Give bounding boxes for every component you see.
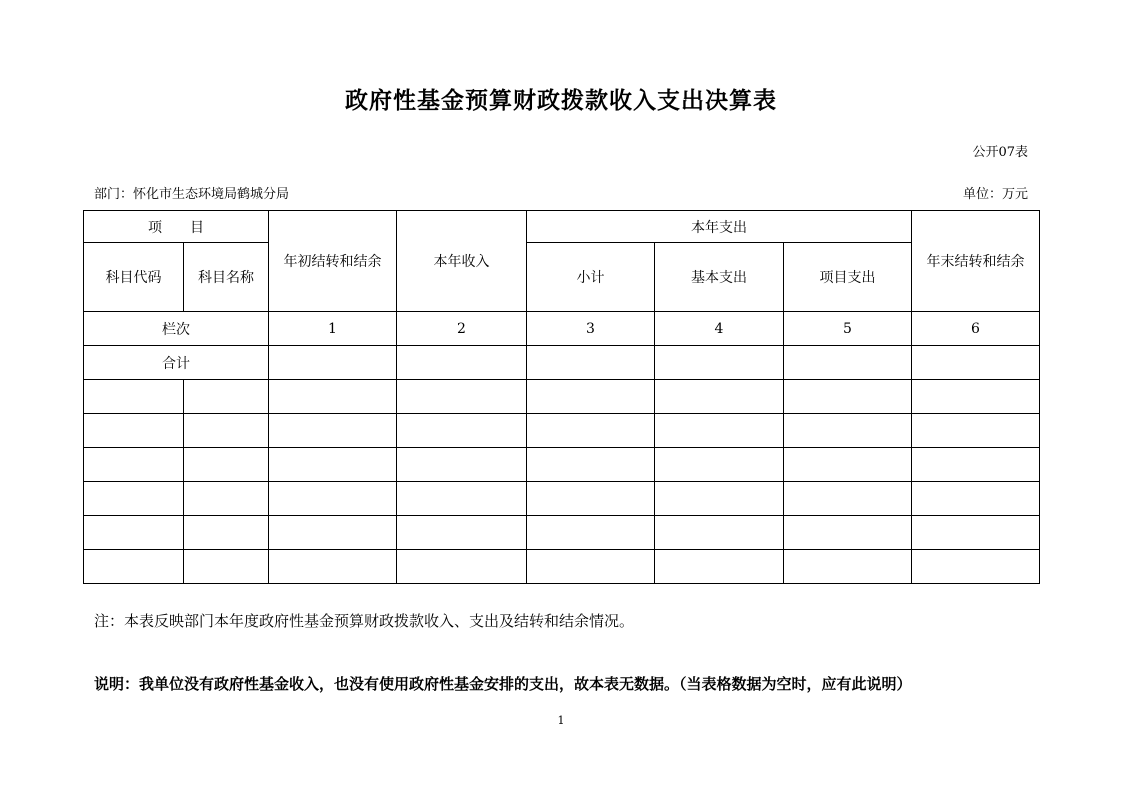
table-cell [84, 516, 184, 550]
table-cell [184, 414, 269, 448]
table-cell [269, 414, 397, 448]
table-cell [912, 550, 1040, 584]
table-cell [784, 448, 912, 482]
page-number: 1 [557, 714, 565, 727]
table-cell [784, 380, 912, 414]
table-cell [269, 380, 397, 414]
header-end-balance: 年末结转和结余 [912, 211, 1040, 312]
table-cell [784, 482, 912, 516]
column-label: 栏次 [84, 312, 269, 346]
table-row [84, 414, 1040, 448]
table-cell [655, 346, 784, 380]
table-cell [527, 516, 655, 550]
header-item: 项 目 [84, 211, 269, 243]
table-cell [397, 550, 527, 584]
table-cell [527, 550, 655, 584]
column-number: 3 [527, 312, 655, 346]
table-cell [84, 482, 184, 516]
table-cell [84, 380, 184, 414]
table-cell [184, 380, 269, 414]
header-income: 本年收入 [397, 211, 527, 312]
explanation-text: 说明：我单位没有政府性基金收入，也没有使用政府性基金安排的支出，故本表无数据。（当表格数据为空时，应有此说明） [94, 675, 912, 693]
table-note: 注：本表反映部门本年度政府性基金预算财政拨款收入、支出及结转和结余情况。 [94, 612, 635, 630]
total-label: 合计 [84, 346, 269, 380]
table-cell [269, 448, 397, 482]
table-cell [912, 516, 1040, 550]
table-cell [397, 414, 527, 448]
table-cell [397, 482, 527, 516]
unit-label: 单位：万元 [962, 187, 1028, 202]
table-cell [527, 448, 655, 482]
table-cell [912, 482, 1040, 516]
table-cell [397, 380, 527, 414]
column-number: 4 [655, 312, 784, 346]
table-cell [912, 448, 1040, 482]
table-cell [784, 550, 912, 584]
table-cell [655, 414, 784, 448]
table-cell [784, 414, 912, 448]
table-row [84, 448, 1040, 482]
header-code: 科目代码 [84, 243, 184, 312]
form-number: 公开07表 [972, 145, 1028, 160]
table-cell [184, 550, 269, 584]
table-cell [655, 516, 784, 550]
table-row [84, 550, 1040, 584]
table-cell [84, 448, 184, 482]
table-row [84, 516, 1040, 550]
table-row [84, 482, 1040, 516]
column-number: 6 [912, 312, 1040, 346]
table-cell [397, 346, 527, 380]
header-basic: 基本支出 [655, 243, 784, 312]
table-cell [527, 414, 655, 448]
table-cell [269, 482, 397, 516]
table-cell [269, 550, 397, 584]
table-cell [269, 346, 397, 380]
table-cell [527, 482, 655, 516]
budget-table [83, 210, 1040, 584]
total-row [84, 346, 1040, 380]
table-cell [184, 482, 269, 516]
table-cell [184, 516, 269, 550]
header-project: 项目支出 [784, 243, 912, 312]
table-row [84, 380, 1040, 414]
table-cell [912, 380, 1040, 414]
table-cell [527, 346, 655, 380]
table-cell [269, 516, 397, 550]
table-cell [655, 482, 784, 516]
page-title: 政府性基金预算财政拨款收入支出决算表 [345, 88, 777, 114]
table-cell [527, 380, 655, 414]
department-label: 部门：怀化市生态环境局鹤城分局 [94, 187, 290, 202]
column-number: 1 [269, 312, 397, 346]
table-cell [912, 414, 1040, 448]
column-number-row [84, 312, 1040, 346]
table-cell [655, 448, 784, 482]
table-cell [84, 550, 184, 584]
column-number: 2 [397, 312, 527, 346]
column-number: 5 [784, 312, 912, 346]
table-cell [784, 516, 912, 550]
table-cell [184, 448, 269, 482]
header-name: 科目名称 [184, 243, 269, 312]
table-cell [397, 448, 527, 482]
header-begin-balance: 年初结转和结余 [269, 211, 397, 312]
header-expense: 本年支出 [527, 211, 912, 243]
table-cell [84, 414, 184, 448]
header-subtotal: 小计 [527, 243, 655, 312]
table-cell [784, 346, 912, 380]
table-cell [655, 380, 784, 414]
table-cell [397, 516, 527, 550]
table-cell [655, 550, 784, 584]
table-cell [912, 346, 1040, 380]
